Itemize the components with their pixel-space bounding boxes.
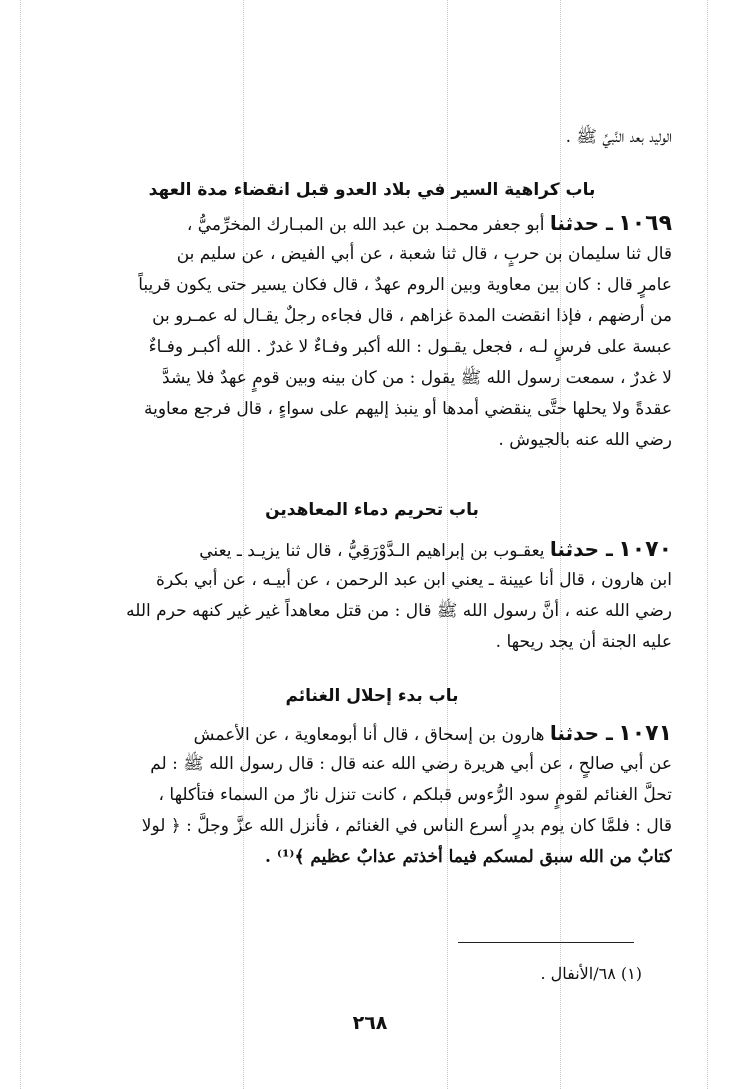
hadith-1070-first-line: ١٠٧٠ ـ حدثنا يعقـوب بن إبراهيم الـدَّوْرَقِيُّ ، قال ثنا يزيـد ـ يعني <box>199 537 672 562</box>
text-line: عليه الجنة أن يجد ريحها . <box>495 632 672 652</box>
text-line: عن أبي صالحٍ ، عن أبي هريرة رضي الله عنه قال : قال رسول الله ﷺ : لم <box>150 754 672 774</box>
hadith-number: ١٠٧١ <box>618 721 672 746</box>
hadith-1071-first-line: ١٠٧١ ـ حدثنا هارون بن إسحاق ، قال أنا أبومعاوية ، عن الأعمش <box>193 721 672 746</box>
footnote: (١) ٦٨/الأنفال . <box>540 964 642 983</box>
text-line: عبسة على فرسٍ لـه ، فجعل يقـول : الله أكبر وفـاءٌ لا غدرٌ . الله أكبـر وفـاءٌ <box>148 337 672 357</box>
hadith-1071 <box>72 718 672 873</box>
page-number: ٢٦٨ <box>352 1012 388 1034</box>
text-line: ابن هارون ، قال أنا عيينة ـ يعني ابن عبد الرحمن ، عن أبيـه ، عن أبي بكرة <box>156 570 672 590</box>
hadith-number: ١٠٦٩ <box>618 211 672 236</box>
text-line: تحلَّ الغنائم لقومٍ سود الرُّءوس قبلكم ، كانت تنزل نارٌ من السماء فتأكلها ، <box>158 785 672 805</box>
text-line: عامرٍ قال : كان بين معاوية وبين الروم عهدٌ ، قال فكان يسير حتى يكون قريباً <box>138 275 672 295</box>
haddathana-marker: ـ حدثنا <box>549 537 613 561</box>
footnote-separator <box>458 942 634 943</box>
hadith-1070 <box>72 534 672 658</box>
scan-dotted-line <box>20 0 21 1089</box>
section-2-title: باب تحريم دماء المعاهدين <box>265 500 479 520</box>
text-line: لا غدرٌ ، سمعت رسول الله ﷺ يقول : من كان بينه وبين قومٍ عهدٌ فلا يشدَّ <box>162 368 672 388</box>
section-1-title: باب كراهية السير في بلاد العدو قبل انقضاء مدة العهد <box>148 180 596 200</box>
section-3-title: باب بدء إحلال الغنائم <box>285 686 459 706</box>
scan-dotted-line <box>707 0 708 1089</box>
hadith-1069 <box>72 208 672 456</box>
text-line: من أرضهم ، فإذا انقضت المدة غزاهم ، قال فجاءه رجلٌ يقـال له عمـرو بن <box>152 306 672 326</box>
hadith-1069-first-line: ١٠٦٩ ـ حدثنا أبو جعفر محمـد بن عبد الله بن المبـارك المخرِّميُّ ، <box>186 211 672 236</box>
text-line: قال : فلمَّا كان يوم بدرٍ أسرع الناس في الغنائم ، فأنزل الله عزَّ وجلَّ : ﴿ لولا <box>141 816 672 836</box>
hadith-number: ١٠٧٠ <box>618 537 672 562</box>
text-line: قال ثنا سليمان بن حربٍ ، قال ثنا شعبة ، عن أبي الفيض ، عن سليم بن <box>176 244 672 264</box>
intro-line: الوليد بعد النَّبيِّ ﷺ . <box>565 127 672 147</box>
haddathana-marker: ـ حدثنا <box>549 211 613 235</box>
text-line: رضي الله عنه ، أنَّ رسول الله ﷺ قال : من قتل معاهداً غير غير كنهه حرم الله <box>126 601 672 621</box>
text-line: رضي الله عنه بالجيوش . <box>498 430 672 450</box>
haddathana-marker: ـ حدثنا <box>549 721 613 745</box>
text-line: عقدةً ولا يحلها حتَّى ينقضي أمدها أو ينبذ إليهم على سواءٍ ، قال فرجع معاوية <box>143 399 672 419</box>
quran-verse-line: كتابٌ من الله سبق لمسكم فيما أخذتم عذابٌ عظيم ﴾⁽¹⁾ . <box>265 847 672 867</box>
